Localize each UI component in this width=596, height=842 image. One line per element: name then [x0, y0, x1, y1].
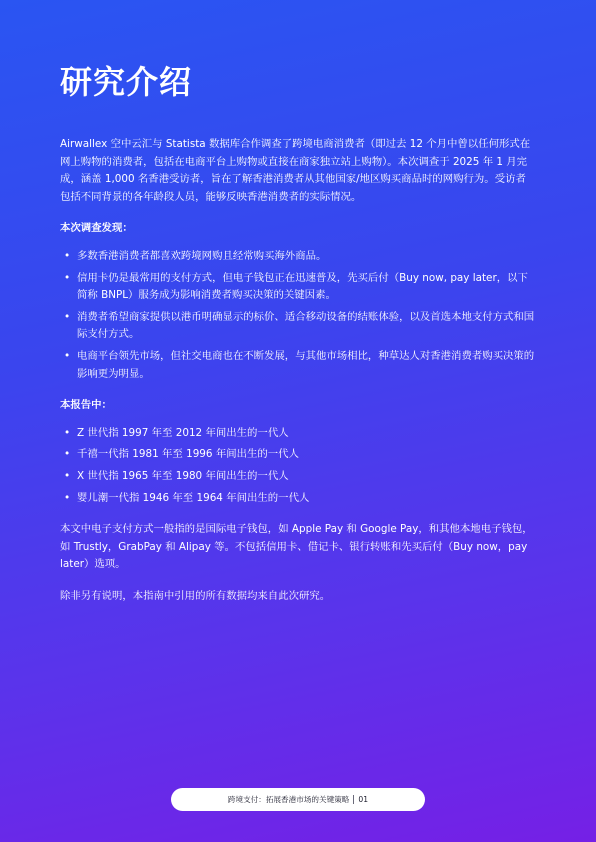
footer-pill	[171, 788, 425, 811]
wallet-note-paragraph: 本文中电子支付方式一般指的是国际电子钱包，如 Apple Pay 和 Google Pay，和其他本地电子钱包，如 Trustly，GrabPay 和 Alipay 等。不包括信用卡、借记卡、银行转账和先买后付（Buy now，pay later）选项。	[60, 523, 533, 571]
main-content	[60, 136, 536, 605]
generation-item: • 婴儿潮一代指 1946 年至 1964 年间出生的一代人	[60, 490, 536, 508]
generations-list	[60, 425, 536, 507]
generation-item: • X 世代指 1965 年至 1980 年间出生的一代人	[60, 468, 536, 486]
page-title: 研究介绍	[60, 63, 193, 101]
generation-item: • Z 世代指 1997 年至 2012 年间出生的一代人	[60, 425, 536, 443]
findings-heading: 本次调查发现：	[60, 222, 133, 235]
finding-item: • 消费者希望商家提供以港币明确显示的标价、适合移动设备的结账体验，以及首选本地支付方式和国际支付方式。	[60, 309, 536, 344]
footer-label: 跨境支付：拓展香港市场的关键策略	[227, 795, 350, 804]
finding-item: • 信用卡仍是最常用的支付方式，但电子钱包正在迅速普及，先买后付（Buy now, pay later，以下简称 BNPL）服务成为影响消费者购买决策的关键因素。	[60, 270, 536, 305]
report-heading: 本报告中：	[60, 399, 112, 412]
intro-paragraph: Airwallex 空中云汇与 Statista 数据库合作调查了跨境电商消费者（即过去 12 个月中曾以任何形式在网上购物的消费者，包括在电商平台上购物或直接在商家独立站上购物）。本次调查于 2025 年 1 月完成，涵盖 1,000 名香港受访者，旨在了解香港消费者从其他国家/地区购买商品时的网购行为。受访者包括不同背景的各年龄段人员，能够反映香港消费者的实际情况。	[60, 138, 531, 203]
footer-divider	[353, 795, 354, 804]
findings-list	[60, 248, 536, 383]
source-note-paragraph: 除非另有说明，本指南中引用的所有数据均来自此次研究。	[60, 589, 331, 602]
page-number: 01	[358, 795, 369, 804]
generation-item: • 千禧一代指 1981 年至 1996 年间出生的一代人	[60, 446, 536, 464]
finding-item: • 多数香港消费者都喜欢跨境网购且经常购买海外商品。	[60, 248, 536, 266]
finding-item: • 电商平台领先市场，但社交电商也在不断发展，与其他市场相比，种草达人对香港消费者购买决策的影响更为明显。	[60, 348, 536, 383]
